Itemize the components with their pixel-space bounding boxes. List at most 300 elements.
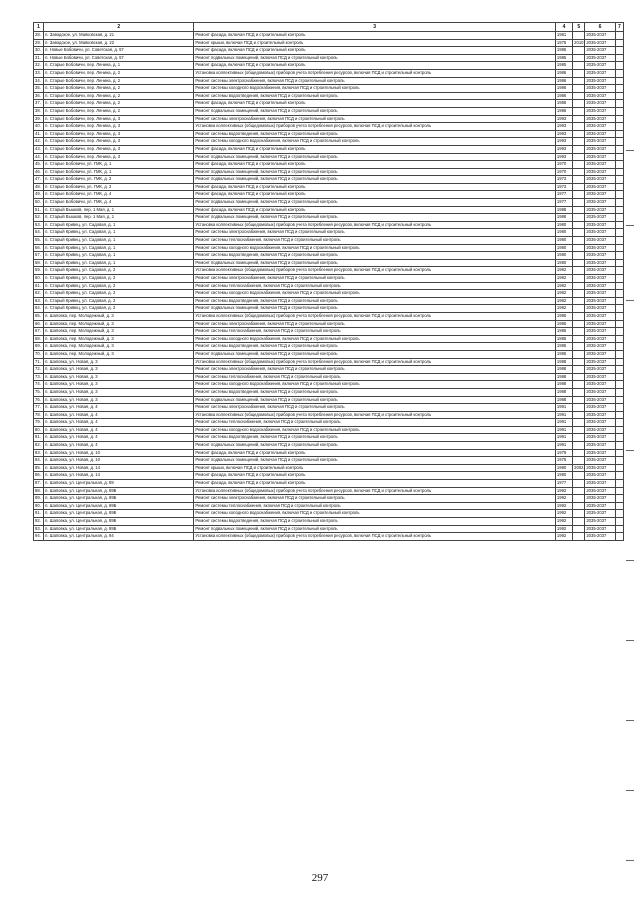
row-address-cell: п. Шаповка, ул. Центральная, д. 89Б xyxy=(44,525,194,533)
row-extra-cell xyxy=(615,480,623,488)
row-address-cell: п. Шаповка, ул. Новая, д. 4 xyxy=(44,434,194,442)
row-year-repair-cell xyxy=(573,100,585,108)
row-year-built-cell: 1973 xyxy=(555,176,572,184)
row-year-repair-cell xyxy=(573,85,585,93)
row-work-cell: Ремонт системы водоотведения, включая ПСД и строительный контроль xyxy=(194,130,556,138)
row-extra-cell xyxy=(615,305,623,313)
row-address-cell: п. Старый Вышков, пер. 1 Мая, д. 1 xyxy=(44,214,194,222)
row-year-built-cell: 1975 xyxy=(555,449,572,457)
row-number-cell: 38. xyxy=(34,107,44,115)
row-number-cell: 39. xyxy=(34,115,44,123)
row-address-cell: п. Шаповка, ул. Новая, д. 4 xyxy=(44,419,194,427)
row-number-cell: 68. xyxy=(34,335,44,343)
row-period-cell: 2035-2037 xyxy=(585,47,615,55)
row-year-built-cell: 1993 xyxy=(555,123,572,131)
table-row xyxy=(34,54,624,62)
row-year-built-cell: 1988 xyxy=(555,373,572,381)
row-year-built-cell: 1988 xyxy=(555,214,572,222)
row-number-cell: 91. xyxy=(34,510,44,518)
row-period-cell: 2035-2037 xyxy=(585,449,615,457)
table-row xyxy=(34,464,624,472)
row-address-cell: п. Шаповка, ул. Центральная, д. 89 xyxy=(44,480,194,488)
row-address-cell: п. Старые Бобовичи, ул. ГМК, д. 2 xyxy=(44,176,194,184)
row-year-repair-cell xyxy=(573,381,585,389)
row-extra-cell xyxy=(615,183,623,191)
row-number-cell: 49. xyxy=(34,191,44,199)
row-work-cell: Ремонт системы водоотведения, включая ПСД и строительный контроль xyxy=(194,297,556,305)
row-period-cell: 2035-2037 xyxy=(585,39,615,47)
row-year-repair-cell xyxy=(573,145,585,153)
row-number-cell: 82. xyxy=(34,442,44,450)
row-period-cell: 2035-2037 xyxy=(585,328,615,336)
table-row xyxy=(34,62,624,70)
row-year-repair-cell xyxy=(573,183,585,191)
table-row xyxy=(34,472,624,480)
row-year-repair-cell xyxy=(573,373,585,381)
row-year-repair-cell: 2010 xyxy=(573,39,585,47)
row-year-repair-cell xyxy=(573,275,585,283)
row-work-cell: Ремонт системы теплоснабжения, включая ПСД и строительный контроль xyxy=(194,328,556,336)
row-year-repair-cell xyxy=(573,297,585,305)
row-year-built-cell: 1985 xyxy=(555,350,572,358)
row-address-cell: п. Старые Бобовичи, пер. Ленина, д. 3 xyxy=(44,123,194,131)
row-year-repair-cell xyxy=(573,123,585,131)
row-year-repair-cell xyxy=(573,206,585,214)
row-address-cell: п. Шаповка, ул. Новая, д. 4 xyxy=(44,442,194,450)
row-address-cell: п. Шаповка, пер. Молодежный, д. 3 xyxy=(44,312,194,320)
table-row xyxy=(34,47,624,55)
row-year-repair-cell xyxy=(573,350,585,358)
row-number-cell: 86. xyxy=(34,472,44,480)
row-period-cell: 2035-2037 xyxy=(585,290,615,298)
row-work-cell: Установка коллективных (общедомовых) приборов учета потребления ресурсов, включая ПСД и строительный контроль xyxy=(194,69,556,77)
row-period-cell: 2035-2037 xyxy=(585,502,615,510)
row-extra-cell xyxy=(615,457,623,465)
header-col-work: 3 xyxy=(194,23,556,32)
row-extra-cell xyxy=(615,396,623,404)
table-row xyxy=(34,145,624,153)
row-work-cell: Ремонт системы водоотведения, включая ПСД и строительный контроль xyxy=(194,252,556,260)
row-year-built-cell: 1982 xyxy=(555,282,572,290)
row-period-cell: 2035-2037 xyxy=(585,221,615,229)
row-address-cell: п. Старые Бобовичи, пер. Ленина, д. 2 xyxy=(44,69,194,77)
row-period-cell: 2035-2037 xyxy=(585,123,615,131)
row-address-cell: п. Шаповка, пер. Молодежный, д. 3 xyxy=(44,343,194,351)
row-year-repair-cell xyxy=(573,221,585,229)
header-col-year-built: 4 xyxy=(555,23,572,32)
row-period-cell: 2035-2037 xyxy=(585,350,615,358)
table-row xyxy=(34,404,624,412)
table-row xyxy=(34,419,624,427)
table-row xyxy=(34,358,624,366)
row-period-cell: 2035-2037 xyxy=(585,85,615,93)
row-work-cell: Ремонт подвальных помещений, включая ПСД и строительный контроль xyxy=(194,199,556,207)
row-work-cell: Ремонт системы электроснабжения, включая ПСД и строительный контроль xyxy=(194,115,556,123)
row-extra-cell xyxy=(615,221,623,229)
row-number-cell: 73. xyxy=(34,373,44,381)
row-year-built-cell: 1991 xyxy=(555,404,572,412)
row-period-cell: 2035-2037 xyxy=(585,335,615,343)
row-year-built-cell: 1985 xyxy=(555,62,572,70)
row-period-cell: 2035-2037 xyxy=(585,100,615,108)
row-period-cell: 2035-2037 xyxy=(585,388,615,396)
row-work-cell: Ремонт крыши, включая ПСД и строительный контроль xyxy=(194,39,556,47)
table-row xyxy=(34,480,624,488)
row-year-repair-cell xyxy=(573,442,585,450)
row-extra-cell xyxy=(615,92,623,100)
header-col-address: 2 xyxy=(44,23,194,32)
row-period-cell: 2035-2037 xyxy=(585,107,615,115)
table-row xyxy=(34,221,624,229)
row-address-cell: п. Шаповка, ул. Центральная, д. 89Б xyxy=(44,495,194,503)
row-address-cell: п. Заводское, ул. Маяковская, д. 21 xyxy=(44,32,194,40)
row-number-cell: 33. xyxy=(34,69,44,77)
table-row xyxy=(34,518,624,526)
row-period-cell: 2035-2037 xyxy=(585,214,615,222)
row-extra-cell xyxy=(615,434,623,442)
table-row xyxy=(34,191,624,199)
row-address-cell: п. Шаповка, ул. Центральная, д. 89Б xyxy=(44,510,194,518)
row-year-built-cell: 1982 xyxy=(555,305,572,313)
row-number-cell: 85. xyxy=(34,464,44,472)
margin-mark xyxy=(626,560,634,561)
row-year-built-cell: 1980 xyxy=(555,472,572,480)
row-number-cell: 87. xyxy=(34,480,44,488)
row-year-repair-cell xyxy=(573,487,585,495)
row-year-repair-cell xyxy=(573,69,585,77)
row-address-cell: п. Шаповка, ул. Новая, д. 14 xyxy=(44,472,194,480)
row-number-cell: 94. xyxy=(34,533,44,541)
row-period-cell: 2035-2037 xyxy=(585,161,615,169)
row-number-cell: 35. xyxy=(34,85,44,93)
row-work-cell: Ремонт подвальных помещений, включая ПСД и строительный контроль xyxy=(194,153,556,161)
row-year-repair-cell xyxy=(573,312,585,320)
row-extra-cell xyxy=(615,100,623,108)
table-row xyxy=(34,457,624,465)
row-extra-cell xyxy=(615,191,623,199)
row-address-cell: п. Шаповка, ул. Новая, д. 10 xyxy=(44,457,194,465)
margin-mark xyxy=(626,450,634,451)
row-work-cell: Ремонт системы холодного водоснабжения, включая ПСД и строительный контроль xyxy=(194,510,556,518)
row-period-cell: 2035-2037 xyxy=(585,77,615,85)
row-year-built-cell: 1986 xyxy=(555,107,572,115)
row-extra-cell xyxy=(615,464,623,472)
row-number-cell: 37. xyxy=(34,100,44,108)
row-extra-cell xyxy=(615,77,623,85)
row-year-repair-cell xyxy=(573,252,585,260)
row-period-cell: 2035-2037 xyxy=(585,237,615,245)
row-period-cell: 2035-2037 xyxy=(585,206,615,214)
row-period-cell: 2035-2037 xyxy=(585,373,615,381)
row-extra-cell xyxy=(615,312,623,320)
row-number-cell: 76. xyxy=(34,396,44,404)
row-year-repair-cell xyxy=(573,191,585,199)
row-address-cell: п. Старые Бобовичи, ул. ГМК, д. 1 xyxy=(44,161,194,169)
row-extra-cell xyxy=(615,107,623,115)
row-number-cell: 57. xyxy=(34,252,44,260)
row-number-cell: 32. xyxy=(34,62,44,70)
row-number-cell: 40. xyxy=(34,123,44,131)
row-address-cell: п. Старый Кривец, ул. Садовая, д. 1 xyxy=(44,237,194,245)
row-period-cell: 2035-2037 xyxy=(585,252,615,260)
row-year-built-cell: 1975 xyxy=(555,457,572,465)
row-work-cell: Установка коллективных (общедомовых) приборов учета потребления ресурсов, включая ПСД и строительный контроль xyxy=(194,312,556,320)
row-work-cell: Ремонт подвальных помещений, включая ПСД и строительный контроль xyxy=(194,214,556,222)
row-year-repair-cell xyxy=(573,358,585,366)
row-period-cell: 2035-2037 xyxy=(585,62,615,70)
table-row xyxy=(34,138,624,146)
row-period-cell: 2035-2037 xyxy=(585,275,615,283)
table-row xyxy=(34,495,624,503)
table-row xyxy=(34,533,624,541)
table-body xyxy=(34,32,624,541)
row-work-cell: Ремонт системы холодного водоснабжения, включая ПСД и строительный контроль xyxy=(194,426,556,434)
row-year-built-cell: 1977 xyxy=(555,199,572,207)
row-year-repair-cell xyxy=(573,138,585,146)
row-number-cell: 74. xyxy=(34,381,44,389)
row-work-cell: Установка коллективных (общедомовых) приборов учета потребления ресурсов, включая ПСД и строительный контроль xyxy=(194,358,556,366)
table-row xyxy=(34,107,624,115)
row-year-built-cell: 1985 xyxy=(555,328,572,336)
row-period-cell: 2035-2037 xyxy=(585,199,615,207)
row-number-cell: 63. xyxy=(34,297,44,305)
row-address-cell: п. Шаповка, пер. Молодежный, д. 3 xyxy=(44,350,194,358)
row-address-cell: п. Новые Бобовичи, ул. Советская, д. 57 xyxy=(44,54,194,62)
row-year-repair-cell xyxy=(573,328,585,336)
table-row xyxy=(34,328,624,336)
row-number-cell: 29. xyxy=(34,39,44,47)
row-year-repair-cell xyxy=(573,168,585,176)
row-number-cell: 56. xyxy=(34,244,44,252)
row-work-cell: Ремонт подвальных помещений, включая ПСД и строительный контроль xyxy=(194,457,556,465)
row-period-cell: 2035-2037 xyxy=(585,487,615,495)
row-extra-cell xyxy=(615,259,623,267)
row-year-built-cell: 1970 xyxy=(555,161,572,169)
table-row xyxy=(34,426,624,434)
table-row xyxy=(34,123,624,131)
row-extra-cell xyxy=(615,176,623,184)
table-row xyxy=(34,388,624,396)
row-year-built-cell: 1992 xyxy=(555,525,572,533)
row-work-cell: Ремонт подвальных помещений, включая ПСД и строительный контроль xyxy=(194,168,556,176)
row-number-cell: 80. xyxy=(34,426,44,434)
table-row xyxy=(34,343,624,351)
row-work-cell: Ремонт системы теплоснабжения, включая ПСД и строительный контроль xyxy=(194,419,556,427)
row-work-cell: Ремонт подвальных помещений, включая ПСД и строительный контроль xyxy=(194,396,556,404)
row-address-cell: п. Старые Бобовичи, ул. ГМК, д. 2 xyxy=(44,183,194,191)
row-year-repair-cell xyxy=(573,495,585,503)
row-number-cell: 79. xyxy=(34,419,44,427)
margin-mark xyxy=(626,225,634,226)
row-work-cell: Ремонт подвальных помещений, включая ПСД и строительный контроль xyxy=(194,259,556,267)
table-row xyxy=(34,290,624,298)
row-extra-cell xyxy=(615,267,623,275)
table-row xyxy=(34,176,624,184)
row-address-cell: п. Старый Кривец, ул. Садовая, д. 2 xyxy=(44,297,194,305)
row-work-cell: Ремонт фасада, включая ПСД и строительный контроль xyxy=(194,183,556,191)
row-work-cell: Ремонт крыши, включая ПСД и строительный контроль xyxy=(194,464,556,472)
row-year-built-cell: 1991 xyxy=(555,411,572,419)
row-year-built-cell: 1992 xyxy=(555,518,572,526)
capital-repair-table xyxy=(33,22,624,541)
table-row xyxy=(34,396,624,404)
row-period-cell: 2035-2037 xyxy=(585,259,615,267)
row-year-built-cell: 1992 xyxy=(555,510,572,518)
row-year-built-cell: 1991 xyxy=(555,419,572,427)
row-number-cell: 70. xyxy=(34,350,44,358)
row-extra-cell xyxy=(615,69,623,77)
row-year-repair-cell xyxy=(573,525,585,533)
row-number-cell: 30. xyxy=(34,47,44,55)
table-row xyxy=(34,115,624,123)
table-row xyxy=(34,244,624,252)
row-extra-cell xyxy=(615,518,623,526)
row-work-cell: Ремонт подвальных помещений, включая ПСД и строительный контроль xyxy=(194,54,556,62)
row-year-repair-cell xyxy=(573,92,585,100)
row-address-cell: п. Старые Бобовичи, пер. Ленина, д. 1 xyxy=(44,62,194,70)
row-extra-cell xyxy=(615,153,623,161)
row-address-cell: п. Старые Бобовичи, пер. Ленина, д. 3 xyxy=(44,115,194,123)
row-address-cell: п. Шаповка, ул. Новая, д. 14 xyxy=(44,464,194,472)
row-year-built-cell: 1991 xyxy=(555,434,572,442)
row-work-cell: Установка коллективных (общедомовых) приборов учета потребления ресурсов, включая ПСД и строительный контроль xyxy=(194,123,556,131)
row-extra-cell xyxy=(615,54,623,62)
row-work-cell: Ремонт системы холодного водоснабжения, включая ПСД и строительный контроль xyxy=(194,290,556,298)
table-row xyxy=(34,487,624,495)
table-row xyxy=(34,259,624,267)
row-year-built-cell: 1980 xyxy=(555,244,572,252)
row-number-cell: 47. xyxy=(34,176,44,184)
row-work-cell: Ремонт фасада, включая ПСД и строительный контроль xyxy=(194,161,556,169)
row-number-cell: 64. xyxy=(34,305,44,313)
row-address-cell: п. Шаповка, ул. Новая, д. 3 xyxy=(44,366,194,374)
row-year-repair-cell xyxy=(573,335,585,343)
margin-mark xyxy=(626,720,634,721)
row-extra-cell xyxy=(615,335,623,343)
row-number-cell: 60. xyxy=(34,275,44,283)
row-extra-cell xyxy=(615,32,623,40)
row-year-repair-cell xyxy=(573,396,585,404)
row-work-cell: Ремонт подвальных помещений, включая ПСД и строительный контроль xyxy=(194,305,556,313)
row-address-cell: п. Шаповка, ул. Центральная, д. 89Б xyxy=(44,518,194,526)
row-address-cell: п. Старые Бобовичи, ул. ГМК, д. 4 xyxy=(44,199,194,207)
row-period-cell: 2035-2037 xyxy=(585,510,615,518)
table-row xyxy=(34,237,624,245)
row-period-cell: 2035-2037 xyxy=(585,115,615,123)
row-number-cell: 65. xyxy=(34,312,44,320)
row-work-cell: Ремонт системы водоотведения, включая ПСД и строительный контроль xyxy=(194,343,556,351)
row-number-cell: 50. xyxy=(34,199,44,207)
row-period-cell: 2035-2037 xyxy=(585,153,615,161)
row-work-cell: Ремонт подвальных помещений, включая ПСД и строительный контроль xyxy=(194,442,556,450)
row-work-cell: Ремонт фасада, включая ПСД и строительный контроль xyxy=(194,47,556,55)
row-year-repair-cell xyxy=(573,244,585,252)
row-year-repair-cell xyxy=(573,502,585,510)
row-work-cell: Ремонт фасада, включая ПСД и строительный контроль xyxy=(194,32,556,40)
row-year-repair-cell xyxy=(573,115,585,123)
row-extra-cell xyxy=(615,47,623,55)
row-address-cell: п. Шаповка, ул. Новая, д. 3 xyxy=(44,396,194,404)
row-period-cell: 2035-2037 xyxy=(585,518,615,526)
row-number-cell: 42. xyxy=(34,138,44,146)
row-number-cell: 31. xyxy=(34,54,44,62)
row-year-built-cell: 1980 xyxy=(555,237,572,245)
row-year-built-cell: 1988 xyxy=(555,381,572,389)
row-year-repair-cell xyxy=(573,107,585,115)
row-address-cell: п. Старые Бобовичи, ул. ГМК, д. 4 xyxy=(44,191,194,199)
row-work-cell: Ремонт системы теплоснабжения, включая ПСД и строительный контроль xyxy=(194,282,556,290)
row-extra-cell xyxy=(615,123,623,131)
row-number-cell: 77. xyxy=(34,404,44,412)
row-work-cell: Ремонт системы электроснабжения, включая ПСД и строительный контроль xyxy=(194,366,556,374)
row-year-repair-cell xyxy=(573,343,585,351)
table-row xyxy=(34,92,624,100)
table-row xyxy=(34,525,624,533)
margin-mark xyxy=(626,860,634,861)
table-row xyxy=(34,282,624,290)
row-period-cell: 2035-2037 xyxy=(585,343,615,351)
row-address-cell: п. Старый Кривец, ул. Садовая, д. 2 xyxy=(44,305,194,313)
row-address-cell: п. Шаповка, ул. Новая, д. 3 xyxy=(44,388,194,396)
row-work-cell: Ремонт системы холодного водоснабжения, включая ПСД и строительный контроль xyxy=(194,381,556,389)
row-work-cell: Ремонт системы электроснабжения, включая ПСД и строительный контроль xyxy=(194,229,556,237)
row-address-cell: п. Старые Бобовичи, пер. Ленина, д. 2 xyxy=(44,100,194,108)
row-extra-cell xyxy=(615,62,623,70)
row-work-cell: Установка коллективных (общедомовых) приборов учета потребления ресурсов, включая ПСД и строительный контроль xyxy=(194,487,556,495)
row-address-cell: п. Старые Бобовичи, пер. Ленина, д. 3 xyxy=(44,153,194,161)
row-extra-cell xyxy=(615,206,623,214)
row-work-cell: Ремонт фасада, включая ПСД и строительный контроль xyxy=(194,449,556,457)
row-period-cell: 2035-2037 xyxy=(585,419,615,427)
row-year-built-cell: 1988 xyxy=(555,396,572,404)
row-address-cell: п. Шаповка, ул. Центральная, д. 89Б xyxy=(44,502,194,510)
row-year-built-cell: 1986 xyxy=(555,85,572,93)
row-extra-cell xyxy=(615,252,623,260)
row-year-built-cell: 1986 xyxy=(555,69,572,77)
row-extra-cell xyxy=(615,297,623,305)
row-year-built-cell: 1988 xyxy=(555,358,572,366)
table-row xyxy=(34,442,624,450)
row-year-built-cell: 1986 xyxy=(555,100,572,108)
row-extra-cell xyxy=(615,168,623,176)
row-address-cell: п. Старый Кривец, ул. Садовая, д. 1 xyxy=(44,244,194,252)
row-year-repair-cell xyxy=(573,419,585,427)
row-period-cell: 2035-2037 xyxy=(585,320,615,328)
table-row xyxy=(34,69,624,77)
row-work-cell: Ремонт подвальных помещений, включая ПСД и строительный контроль xyxy=(194,107,556,115)
row-address-cell: п. Старые Бобовичи, пер. Ленина, д. 2 xyxy=(44,107,194,115)
row-address-cell: п. Старые Бобовичи, ул. ГМК, д. 1 xyxy=(44,168,194,176)
row-period-cell: 2035-2037 xyxy=(585,191,615,199)
row-address-cell: п. Старый Кривец, ул. Садовая, д. 2 xyxy=(44,275,194,283)
row-extra-cell xyxy=(615,487,623,495)
row-number-cell: 67. xyxy=(34,328,44,336)
row-address-cell: п. Шаповка, ул. Новая, д. 3 xyxy=(44,373,194,381)
row-number-cell: 72. xyxy=(34,366,44,374)
row-work-cell: Ремонт системы холодного водоснабжения, включая ПСД и строительный контроль xyxy=(194,244,556,252)
row-extra-cell xyxy=(615,366,623,374)
row-extra-cell xyxy=(615,282,623,290)
row-period-cell: 2035-2037 xyxy=(585,145,615,153)
row-extra-cell xyxy=(615,275,623,283)
row-period-cell: 2035-2037 xyxy=(585,130,615,138)
header-col-extra: 7 xyxy=(615,23,623,32)
row-number-cell: 48. xyxy=(34,183,44,191)
row-year-repair-cell xyxy=(573,54,585,62)
table-row xyxy=(34,335,624,343)
row-work-cell: Ремонт системы электроснабжения, включая ПСД и строительный контроль xyxy=(194,320,556,328)
row-address-cell: п. Шаповка, ул. Новая, д. 3 xyxy=(44,381,194,389)
